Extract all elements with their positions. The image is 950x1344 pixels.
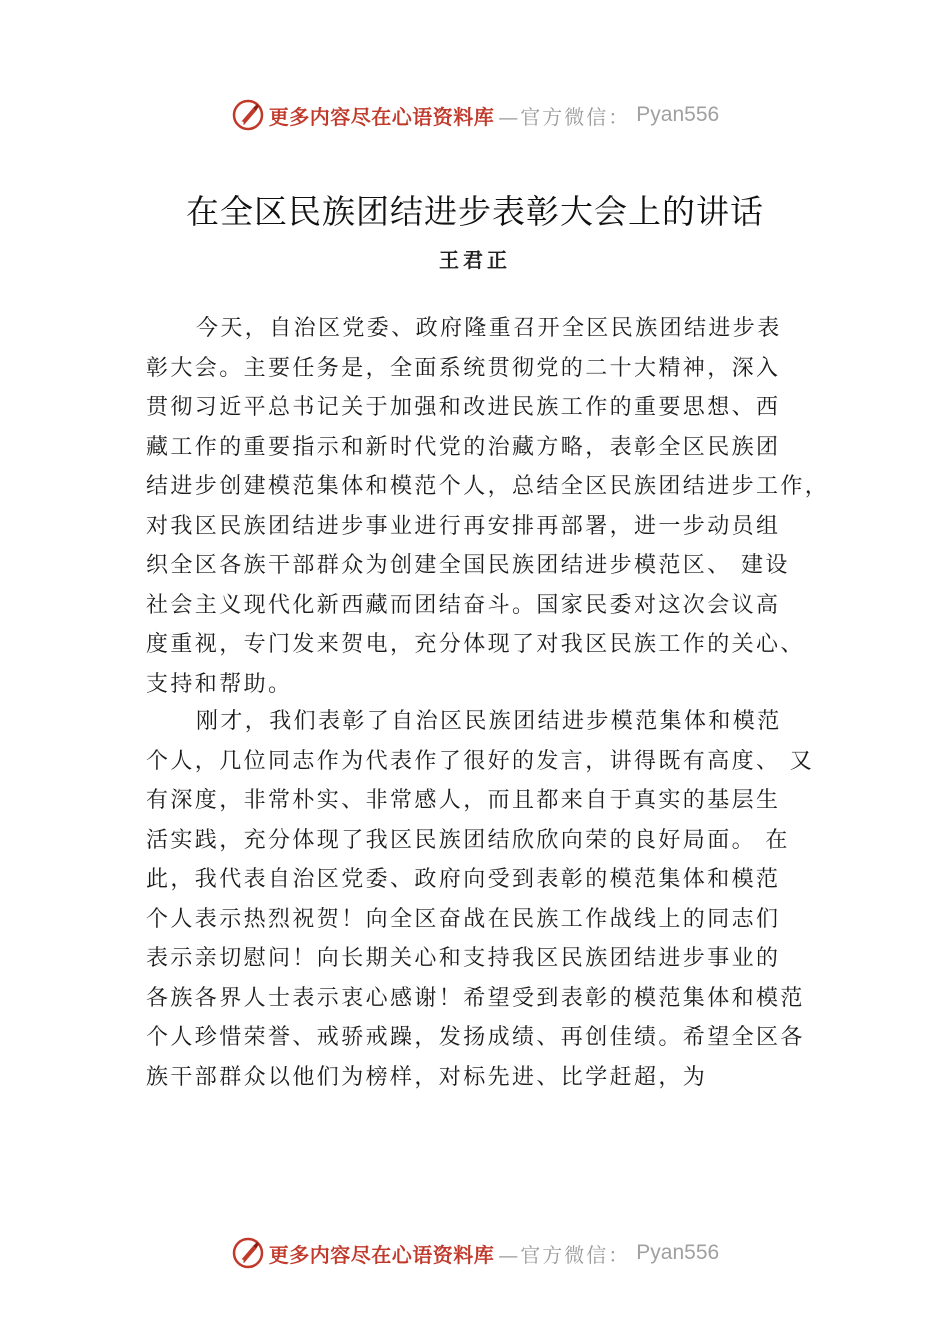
paragraph-line: 有深度，非常朴实、非常感人，而且都来自于真实的基层生 <box>146 788 781 813</box>
document-author: 王君正 <box>439 248 511 272</box>
paragraph-line: 藏工作的重要指示和新时代党的治藏方略，表彰全区民族团 <box>146 434 781 460</box>
paragraph-line: 贯彻习近平总书记关于加强和改进民族工作的重要思想、西 <box>146 395 781 420</box>
paragraph-line: 活实践，充分体现了我区民族团结欣欣向荣的良好局面。 在 <box>146 827 790 853</box>
paragraph-line: 个人表示热烈祝贺！向全区奋战在民族工作战线上的同志们 <box>146 906 781 932</box>
pen-circle-logo-icon <box>231 1236 265 1270</box>
watermark-wechat-id: Pyan556 <box>636 103 720 126</box>
paragraph-line: 表示亲切慰问！向长期关心和支持我区民族团结进步事业的 <box>146 946 781 971</box>
watermark-content <box>231 1236 719 1270</box>
document-title: 在全区民族团结进步表彰大会上的讲话 <box>186 192 764 231</box>
paragraph-line: 今天，自治区党委、政府隆重召开全区民族团结进步表 <box>196 316 782 341</box>
paragraph-line: 此，我代表自治区党委、政府向受到表彰的模范集体和模范 <box>146 867 781 892</box>
paragraph-line: 个人，几位同志作为代表作了很好的发言，讲得既有高度、 又 <box>146 748 815 774</box>
watermark-banner-bottom <box>0 1233 950 1273</box>
watermark-contact-text: —官方微信： <box>498 104 631 129</box>
paragraph-line: 社会主义现代化新西藏而团结奋斗。国家民委对这次会议高 <box>146 592 781 618</box>
paragraph-line: 族干部群众以他们为榜样，对标先进、比学赶超，为 <box>146 1064 708 1090</box>
paragraph-line: 个人珍惜荣誉、戒骄戒躁，发扬成绩、再创佳绩。希望全区各 <box>146 1025 805 1050</box>
paragraph-line: 彰大会。主要任务是，全面系统贯彻党的二十大精神，深入 <box>146 355 781 381</box>
pen-circle-logo-icon <box>231 98 265 132</box>
paragraph-2 <box>146 702 836 1097</box>
paragraph-line: 对我区民族团结进步事业进行再安排再部署，进一步动员组 <box>146 513 781 539</box>
watermark-wechat-id: Pyan556 <box>636 1241 720 1264</box>
paragraph-line: 刚才，我们表彰了自治区民族团结进步模范集体和模范 <box>196 709 782 734</box>
paragraph-line: 各族各界人士表示衷心感谢！希望受到表彰的模范集体和模范 <box>146 985 805 1011</box>
paragraph-1 <box>146 309 836 704</box>
watermark-banner-top <box>0 95 950 135</box>
paragraph-line: 度重视，专门发来贺电，充分体现了对我区民族工作的关心、 <box>146 632 805 657</box>
watermark-site-text: 更多内容尽在心语资料库 <box>268 104 495 129</box>
paragraph-line: 支持和帮助。 <box>146 671 293 697</box>
watermark-content <box>231 98 719 132</box>
paragraph-line: 织全区各族干部群众为创建全国民族团结进步模范区、 建设 <box>146 553 790 578</box>
watermark-contact-text: —官方微信： <box>498 1242 631 1267</box>
paragraph-line: 结进步创建模范集体和模范个人，总结全区民族团结进步工作， <box>146 474 830 499</box>
watermark-site-text: 更多内容尽在心语资料库 <box>268 1242 495 1267</box>
